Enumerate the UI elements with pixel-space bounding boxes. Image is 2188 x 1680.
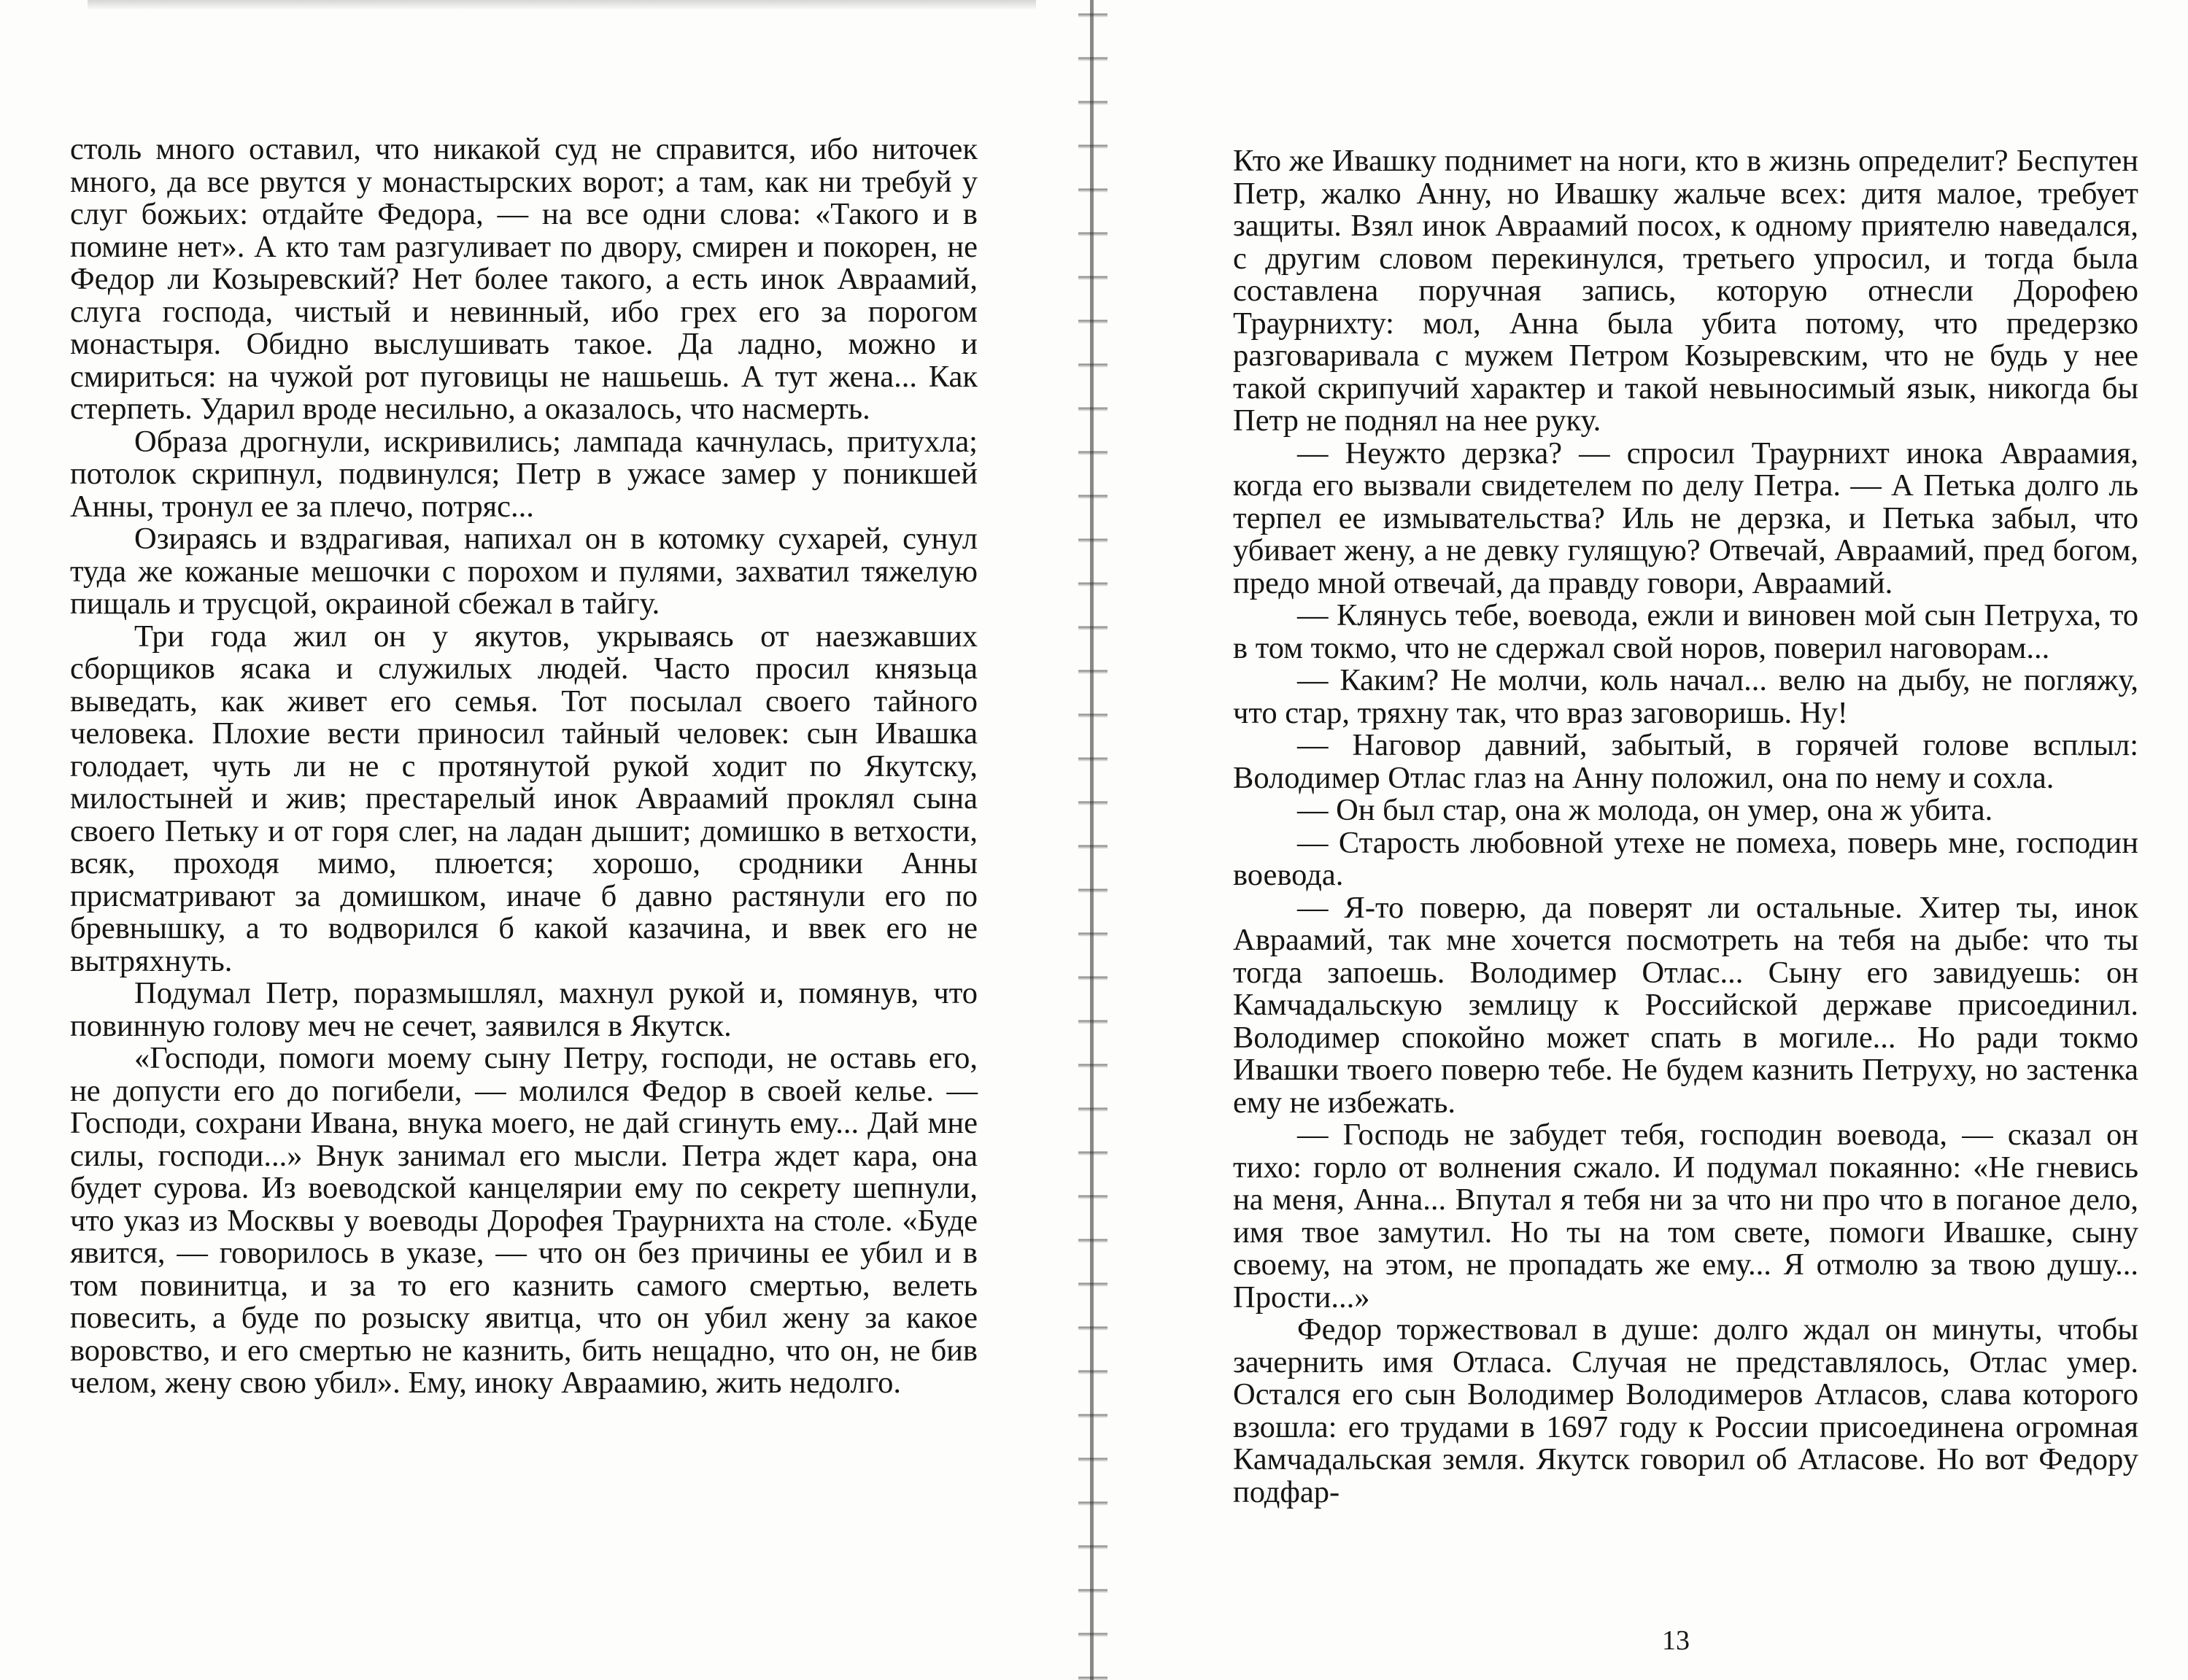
- right-paragraph-8: — Я-то поверю, да поверят ли остальные. Хитер ты, инок Авраамий, так мне хочется посмотреть на тебя на дыбе: что ты тогда запоешь. Володимер Отлас... Сыну его завидуешь: он Камчадальскую землицу к Российской державе присоединил. Володимер спокойно может спать в могиле... Но ради токмо Ивашки твоего поверю тебе. Не будем казнить Петруху, но застенка ему не избежать.: [1233, 890, 2138, 1120]
- right-paragraph-3: — Клянусь тебе, воевода, ежли и виновен мой сын Петруха, то в том токмо, что не сдержал свой норов, поверил наговорам...: [1233, 598, 2138, 665]
- right-paragraph-5: — Наговор давний, забытый, в горячей голове всплыл: Володимер Отлас глаз на Анну положил, она по нему и сохла.: [1233, 728, 2138, 795]
- right-paragraph-2: — Неужто дерзка? — спросил Траурнихт инока Авраамия, когда его вызвали свидетелем по делу Петра. — А Петька долго ль терпел ее измывательства? Иль не дерзка, и Петька забыл, что убивает жену, а не девку гулящую? Отвечай, Авраамий, пред богом, предо мной отвечай, да правду говори, Авраамий.: [1233, 436, 2138, 600]
- right-paragraph-10: Федор торжествовал в душе: долго ждал он минуты, чтобы зачернить имя Отласа. Случая не представлялось, Отлас умер. Остался его сын Володимер Володимеров Атласов, слава которого взошла: его трудами в 1697 году к России присоединена огромная Камчадальская земля. Якутск говорил об Атласове. Но вот Федору подфар-: [1233, 1312, 2138, 1509]
- left-page-text-column: [70, 133, 978, 1400]
- gutter-binding-line: [1090, 0, 1094, 1680]
- left-page: [0, 0, 1078, 1680]
- left-paragraph-3: Озираясь и вздрагивая, напихал он в котомку сухарей, сунул туда же кожаные мешочки с порохом и пулями, захватил тяжелую пищаль и трусцой, окраиной сбежал в тайгу.: [70, 522, 978, 621]
- left-paragraph-4: Три года жил он у якутов, укрываясь от наезжавших сборщиков ясака и служилых людей. Часто просил князьца выведать, как живет его семья. Тот посылал своего тайного человека. Плохие вести приносил тайный человек: сын Ивашка голодает, чуть ли не с протянутой рукой ходит по Якутску, милостыней и жив; престарелый инок Авраамий проклял сына своего Петьку и от горя слег, на ладан дышит; домишко в ветхости, всяк, проходя мимо, плюется; хорошо, сродники Анны присматривают за домишком, иначе б давно растянули его по бревнышку, а то водворился б какой казачина, и ввек его не вытряхнуть.: [70, 619, 978, 978]
- left-paragraph-6: «Господи, помоги моему сыну Петру, господи, не оставь его, не допусти его до погибели, — молился Федор в своей келье. — Господи, сохрани Ивана, внука моего, не дай сгинуть ему... Дай мне силы, господи...» Внук занимал его мысли. Петра ждет кара, она будет сурова. Из воеводской канцелярии ему по секрету шепнули, что указ из Москвы у воеводы Дорофея Траурнихта на столе. «Буде явится, — говорилось в указе, — что он без причины ее убил и в том повинитца, и за то его казнить самого смертью, велеть повесить, а буде по розыску явитца, что он убил жену за какое воровство, и его смертью не казнить, бить нещадно, что он, не бив челом, жену свою убил». Ему, иноку Авраамию, жить недолго.: [70, 1041, 978, 1400]
- right-page: [1107, 0, 2188, 1680]
- right-paragraph-4: — Каким? Не молчи, коль начал... велю на дыбу, не погляжу, что стар, тряхну так, что враз заговоришь. Ну!: [1233, 663, 2138, 730]
- right-paragraph-6: — Он был стар, она ж молода, он умер, она ж убита.: [1297, 793, 1993, 827]
- right-paragraph-7: — Старость любовной утехе не помеха, поверь мне, господин воевода.: [1233, 825, 2138, 892]
- right-paragraph-1: Кто же Ивашку поднимет на ноги, кто в жизнь определит? Беспутен Петр, жалко Анну, но Ивашку жальче всех: дитя малое, требует защиты. Взял инок Авраамий посох, к одному приятелю наведался, с другим словом перекинулся, третьего упросил, и тогда была составлена поручная запись, которую отнесли Дорофею Траурнихту: мол, Анна была убита потому, что предерзко разговаривала с мужем Петром Козыревским, что не будь у нее такой скрипучий характер и такой невыносимый язык, никогда бы Петр не поднял на нее руку.: [1233, 144, 2138, 438]
- left-paragraph-2: Образа дрогнули, искривились; лампада качнулась, притухла; потолок скрипнул, подвинулся; Петр в ужасе замер у поникшей Анны, тронул ее за плечо, потряс...: [70, 424, 978, 524]
- right-page-text-column: [1233, 145, 2138, 1509]
- left-paragraph-5: Подумал Петр, поразмышлял, махнул рукой и, помянув, что повинную голову меч не сечет, заявился в Якутск.: [70, 976, 978, 1043]
- page-number: 13: [1662, 1625, 1690, 1656]
- right-paragraph-9: — Господь не забудет тебя, господин воевода, — сказал он тихо: горло от волнения сжало. И подумал покаянно: «Не гневись на меня, Анна... Впутал я тебя ни за что ни про что в поганое дело, имя твое замутил. Но ты на том свете, помоги Ивашке, сыну своему, на этом, не пропадать же ему... Я отмолю за твою душу... Прости...»: [1233, 1118, 2138, 1315]
- left-paragraph-1: столь много оставил, что никакой суд не справится, ибо ниточек много, да все рвутся у монастырских ворот; а там, как ни требуй у слуг божьих: отдайте Федора, — на все одни слова: «Такого и в помине нет». А кто там разгуливает по двору, смирен и покорен, не Федор ли Козыревский? Нет более такого, а есть инок Авраамий, слуга господа, чистый и невинный, ибо грех его за порогом монастыря. Обидно выслушивать такое. Да ладно, можно и смириться: на чужой рот пуговицы не нашьешь. А тут жена... Как стерпеть. Ударил вроде несильно, а оказалось, что насмерть.: [70, 132, 978, 426]
